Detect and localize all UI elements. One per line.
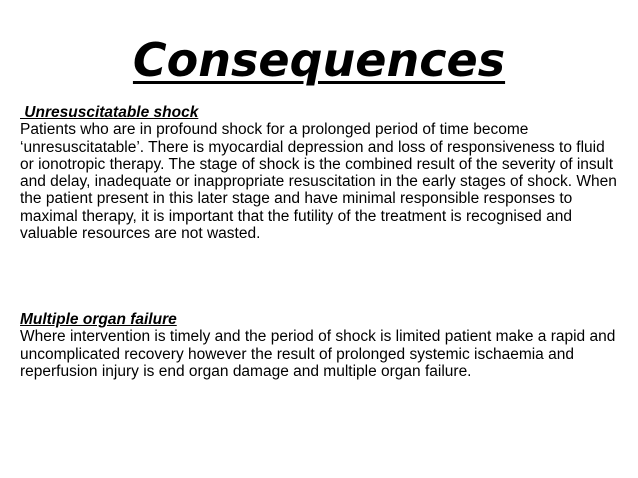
section-body: Where intervention is timely and the period of shock is limited patient make a rapid and uncomplicated recovery however the result of prolonged systemic ischaemia and reperfusion injury is end organ damage and multiple organ failure. <box>20 328 616 380</box>
section-body: Patients who are in profound shock for a prolonged period of time become ‘unresuscitatable’. There is myocardial depression and loss of responsiveness to fluid or ionotropic therapy. The stage of shock is the combined result of the severity of insult and delay, inadequate or inappropriate resuscitation in the early stages of shock. When the patient present in this later stage and have minimal responsible responses to maximal therapy, it is important that the futility of the treatment is recognised and valuable resources are not wasted. <box>20 121 617 243</box>
section-unresuscitatable-shock <box>20 104 620 242</box>
section-heading: Multiple organ failure <box>20 311 177 328</box>
section-multiple-organ-failure <box>20 311 620 380</box>
slide-title: Consequences <box>132 33 506 87</box>
section-heading: Unresuscitatable shock <box>20 104 199 121</box>
